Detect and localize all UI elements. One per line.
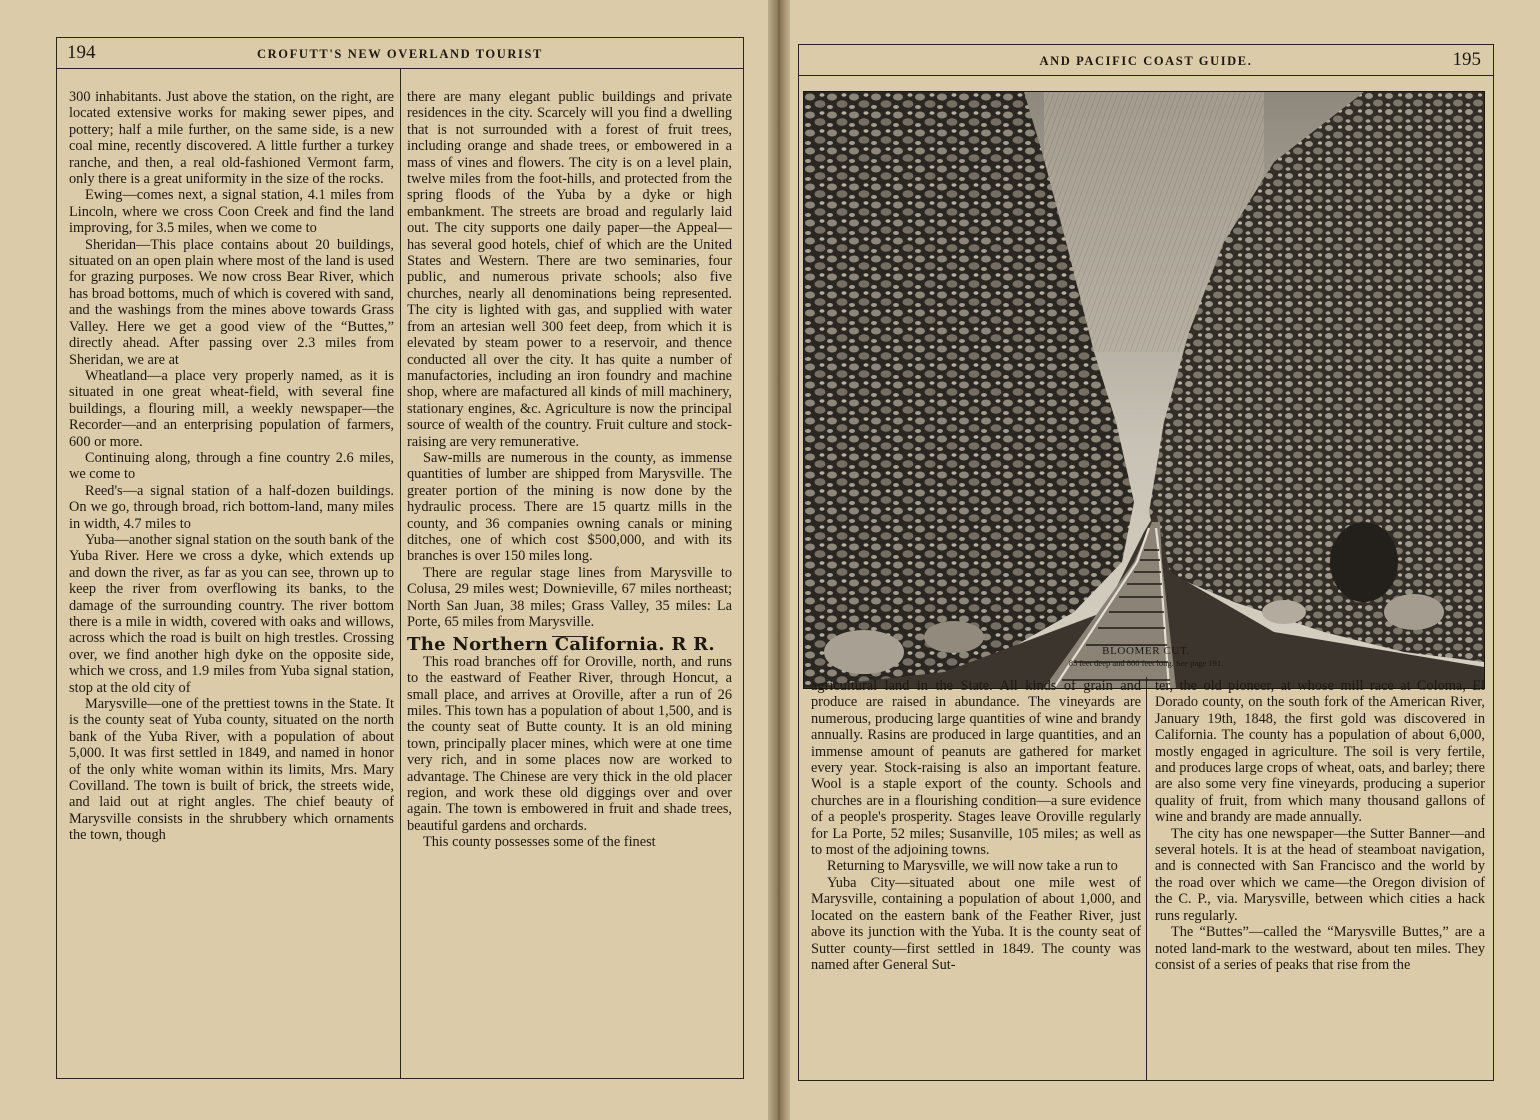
paragraph: This county possesses some of the finest (423, 834, 656, 851)
running-title-right: AND PACIFIC COAST GUIDE. (1039, 54, 1253, 68)
paragraph: Reed's—a signal station of a half-dozen buildings. On we go, through broad, rich bottom-land, many miles in width, 4.7 miles to (69, 482, 394, 532)
paragraph: ter, the old pioneer, at whose mill race at Coloma, El Dorado county, on the south fork of the American River, January 19th, 1848, the first gold was discovered in California. The county has a population of about 6,000, mostly engaged in agriculture. The soil is very fertile, and produces large crops of wheat, oats, and barley; there are also some very fine vineyards, producing a superior quality of fruit, from which many thousand gallons of wine and brandy are made annually. (1155, 678, 1485, 826)
paragraph: This road branches off for Oroville, north, and runs to the eastward of Feather River, through Honcut, a small place, and arrives at Oroville, after a run of 26 miles. This town has a population of about 1,500, and is the county seat of Butte county. It is an old mining town, principally placer mines, which were at one time very rich, and in some places now are worked to advantage. The Chinese are very thick in the old placer region, and work these old diggings over and over again. The town is embowered in fruit and shade trees, beautiful gardens and orchards. (407, 653, 732, 834)
paragraph: Marysville—one of the prettiest towns in the State. It is the county seat of Yuba county, situated on the north bank of the Yuba River, with a population of about 5,000. It was first settled in 1849, and named in honor of the only white woman within its limits, Mrs. Mary Covilland. The town is built of brick, the streets wide, and laid out at right angles. The chief beauty of Marysville consists in the shrubbery which ornaments the town, though (69, 696, 394, 844)
paragraph: Saw-mills are numerous in the county, as immense quantities of lumber are shipped from Marysville. The greater portion of the mining is now done by the hydraulic process. There are 15 quartz mills in the county, and 36 companies owning canals or mining ditches, one of which cost $500,000, and with its branches is over 150 miles long. (407, 449, 732, 565)
paragraph: Ewing—comes next, a signal station, 4.1 miles from Lincoln, where we cross Coon Creek and find the land improving, for 3.5 miles, when we come to (69, 187, 394, 237)
page-number-right: 195 (1452, 49, 1481, 70)
paragraph: Wheatland—a place very properly named, as it is situated in one great wheat-field, with several fine buildings, a flouring mill, a weekly newspaper—the Recorder—and an enterprising population of farmers, 600 or more. (69, 367, 394, 450)
paragraph: there are many elegant public buildings and private residences in the city. Scarcely will you find a dwelling that is not surrounded with a forest of fruit trees, including orange and shade trees, or embowered in a mass of vines and flowers. The city is on a level plain, twelve miles from the foot-hills, and protected from the spring floods of the Yuba by a dyke or high embankment. The streets are broad and regularly laid out. The city supports one daily paper—the Appeal—has several good hotels, chief of which are the United States and Western. There are two seminaries, four public, and numerous private schools; also five churches, nearly all denominations being represented. The city is lighted with gas, and supplied with water from an artesian well 300 feet deep, from which it is elevated by steam power to a reservoir, and thence conducted all over the city. It has quite a number of manufactories, including an iron foundry and machine shop, where are mafactured all kinds of mill machinery, stationary engines, &c. Agriculture is now the principal source of wealth of the country. Fruit culture and stock-raising are very remunerative. (407, 89, 732, 450)
right-page (790, 0, 1540, 1120)
left-page-frame (56, 37, 744, 1079)
illustration-caption: BLOOMER CUT. (1102, 645, 1190, 657)
paragraph: The city has one newspaper—the Sutter Banner—and several hotels. It is at the head of steamboat navigation, and is connected with San Francisco and the world by the road over which we came—the Oregon division of the C. P., via. Marysville, between which cities a hack runs regularly. (1155, 825, 1485, 924)
left-column-2 (407, 89, 732, 851)
book-gutter (768, 0, 790, 1120)
column-rule-left (400, 68, 401, 1078)
paragraph: Yuba—another signal station on the south bank of the Yuba River. Here we cross a dyke, which extends up and down the river, as far as you can see, thrown up to keep the river from overflowing its banks, to the damage of the surrounding country. The river bottom there is a mile in width, covered with oaks and willows, across which the road is built on high trestles. Crossing over, we find another high dyke on the opposite side, which we cross, and 1.9 miles from Yuba signal station, stop at the old city of (69, 531, 394, 696)
left-running-head (57, 38, 743, 69)
paragraph: Sheridan—This place contains about 20 buildings, situated on an open plain where most of the land is used for grazing purposes. We now cross Bear River, which has broad bottoms, much of which is covered with sand, and the washings from the mines above towards Grass Valley. Here we get a good view of the “Buttes,” directly ahead. After passing over 2.3 miles from Sheridan, we are at (69, 236, 394, 368)
left-column-1 (69, 89, 394, 844)
illustration-subcaption: 85 feet deep and 800 feet long. See page 191. (1068, 658, 1224, 668)
section-heading: The Northern California. R R. (407, 634, 716, 656)
paragraph: Continuing along, through a fine country 2.6 miles, we come to (69, 449, 394, 483)
paragraph: Yuba City—situated about one mile west of Marysville, containing a population of about 1,000, and located on the eastern bank of the Feather River, just above its junction with the Yuba. It is the county seat of Sutter county—first settled in 1849. The county was named after General Sut- (811, 874, 1141, 973)
paragraph: The “Buttes”—called the “Marysville Buttes,” are a noted land-mark to the westward, about ten miles. They consist of a series of peaks that rise from the (1155, 924, 1485, 973)
paragraph: agricultural land in the State. All kinds of grain and produce are raised in abundance. The vineyards are numerous, producing large quantities of wine and brandy annually. Rasins are produced in large quantities, and an immense amount of peanuts are gathered for market every year. Stock-raising is also an important feature. Wool is a staple export of the county. Schools and churches are in a flourishing condition—a sure evidence of a people's prosperity. Stages leave Oroville regularly for La Porte, 52 miles; Susanville, 105 miles; as well as to most of the adjoining towns. (811, 678, 1141, 859)
bloomer-cut-engraving (803, 91, 1485, 689)
paragraph: There are regular stage lines from Marysville to Colusa, 29 miles west; Downieville, 67 miles northeast; North San Juan, 38 miles; Grass Valley, 35 miles: La Porte, 65 miles from Marysville. (407, 564, 732, 630)
right-column-2 (1155, 678, 1485, 973)
page-number-left: 194 (67, 42, 96, 63)
right-running-head (799, 45, 1493, 76)
running-title-left: CROFUTT'S NEW OVERLAND TOURIST (257, 47, 543, 61)
paragraph: Returning to Marysville, we will now take a run to (827, 858, 1118, 875)
engraving-picture (804, 92, 1484, 688)
right-page-frame (798, 44, 1494, 1081)
column-rule-right (1146, 677, 1147, 1080)
paragraph: 300 inhabitants. Just above the station, on the right, are located extensive works for making sewer pipes, and pottery; half a mile further, on the same side, is a new coal mine, recently discovered. A little further a turkey ranche, and then, a real old-fashioned Vermont farm, only there is a great uniformity in the size of the rocks. (69, 89, 394, 188)
right-column-1 (811, 678, 1141, 973)
